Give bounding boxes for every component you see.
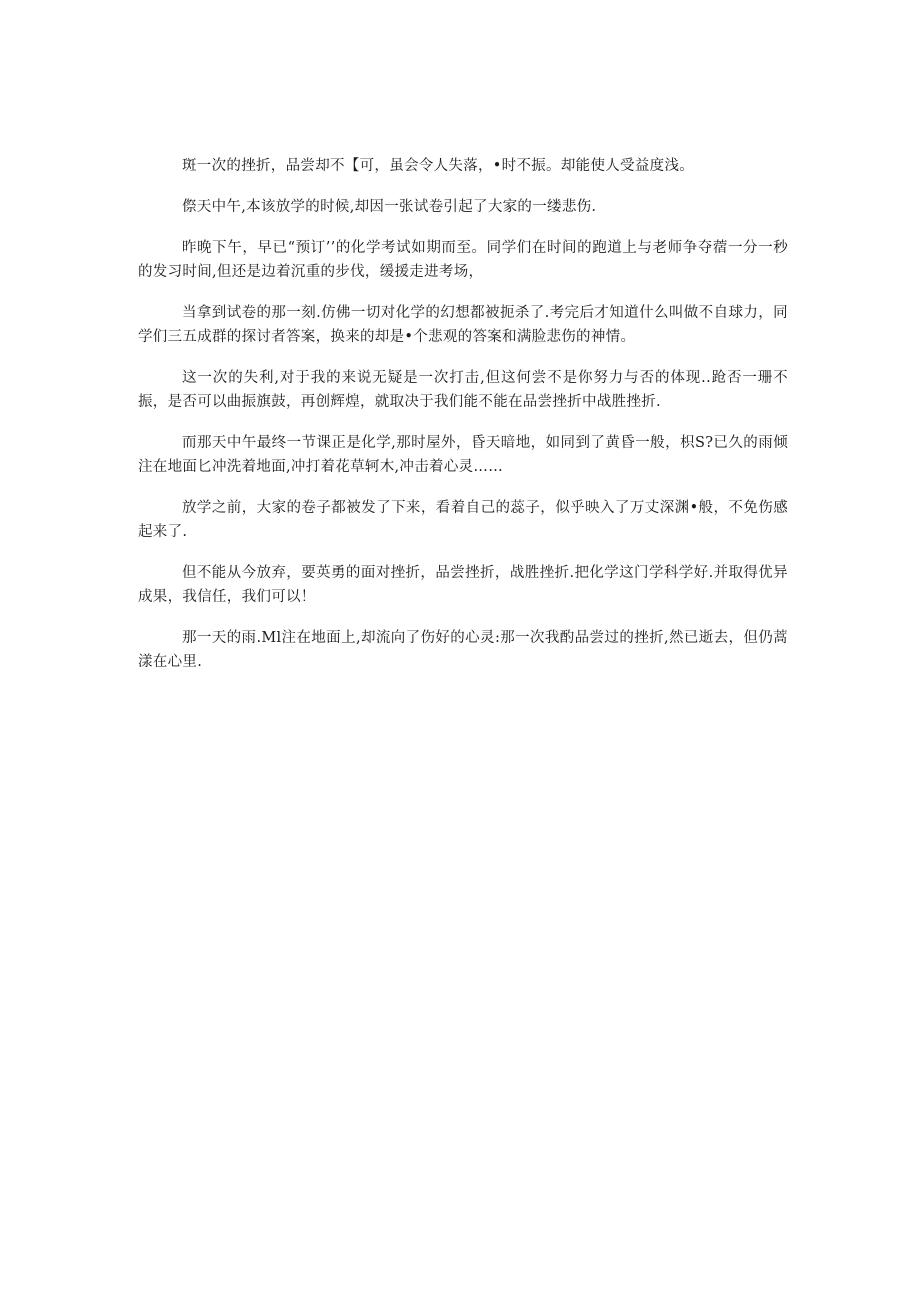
paragraph-3: 昨晚下午，早已“预订’’的化学考试如期而至。同学们在时间的跑道上与老师争夺蓿一分一秒的发习时间,但还是边着沉重的步伐，缓援走进考场， xyxy=(138,240,788,280)
paragraph-4: 当拿到试卷的那一刻.仿佛一切对化学的幻想都被扼杀了.考完后才知道什么叫做不自球力，同学们三五成群的探讨者答案，换来的却是•个悲观的答案和满脸悲伤的神情。 xyxy=(138,305,788,345)
paragraph-7: 放学之前，大家的卷子都被发了下来，看着自己的蕊子，似乎映入了万丈深渊•般，不免伤感起来了. xyxy=(138,500,788,540)
paragraph-2: 傺天中午,本该放学的时候,却因一张试卷引起了大家的一缕悲伤. xyxy=(182,199,597,215)
paragraph-8: 但不能从今放弃，要英勇的面对挫折，品尝挫折，战胜挫折.把化学这门学科学好.并取得优异成果，我信任，我们可以！ xyxy=(138,565,788,605)
paragraph-9: 那一天的雨.Ml注在地面上,却流向了伤好的心灵:那一次我酌品尝过的挫折,然已逝去，但仍蒿漾在心里. xyxy=(138,630,788,670)
paragraph-1: 斑一次的挫折，品尝却不【可，虽会令人失落，•时不振。却能使人受益度浅。 xyxy=(182,158,695,174)
paragraph-6: 而那天中午最终一节课正是化学,那时屋外，昏天暗地，如同到了黄昏一般，枳S?已久的雨倾注在地面匕冲洗着地面,冲打着花草轲木,冲击着心灵…… xyxy=(138,435,788,475)
paragraph-5: 这一次的失利,对于我的来说无疑是一次打击,但这何尝不是你努力与否的体现..跄否一珊不振，是否可以曲振旗鼓，再创辉煌，就取决于我们能不能在品尝挫折中战胜挫折. xyxy=(138,370,788,410)
document-body xyxy=(138,154,788,691)
